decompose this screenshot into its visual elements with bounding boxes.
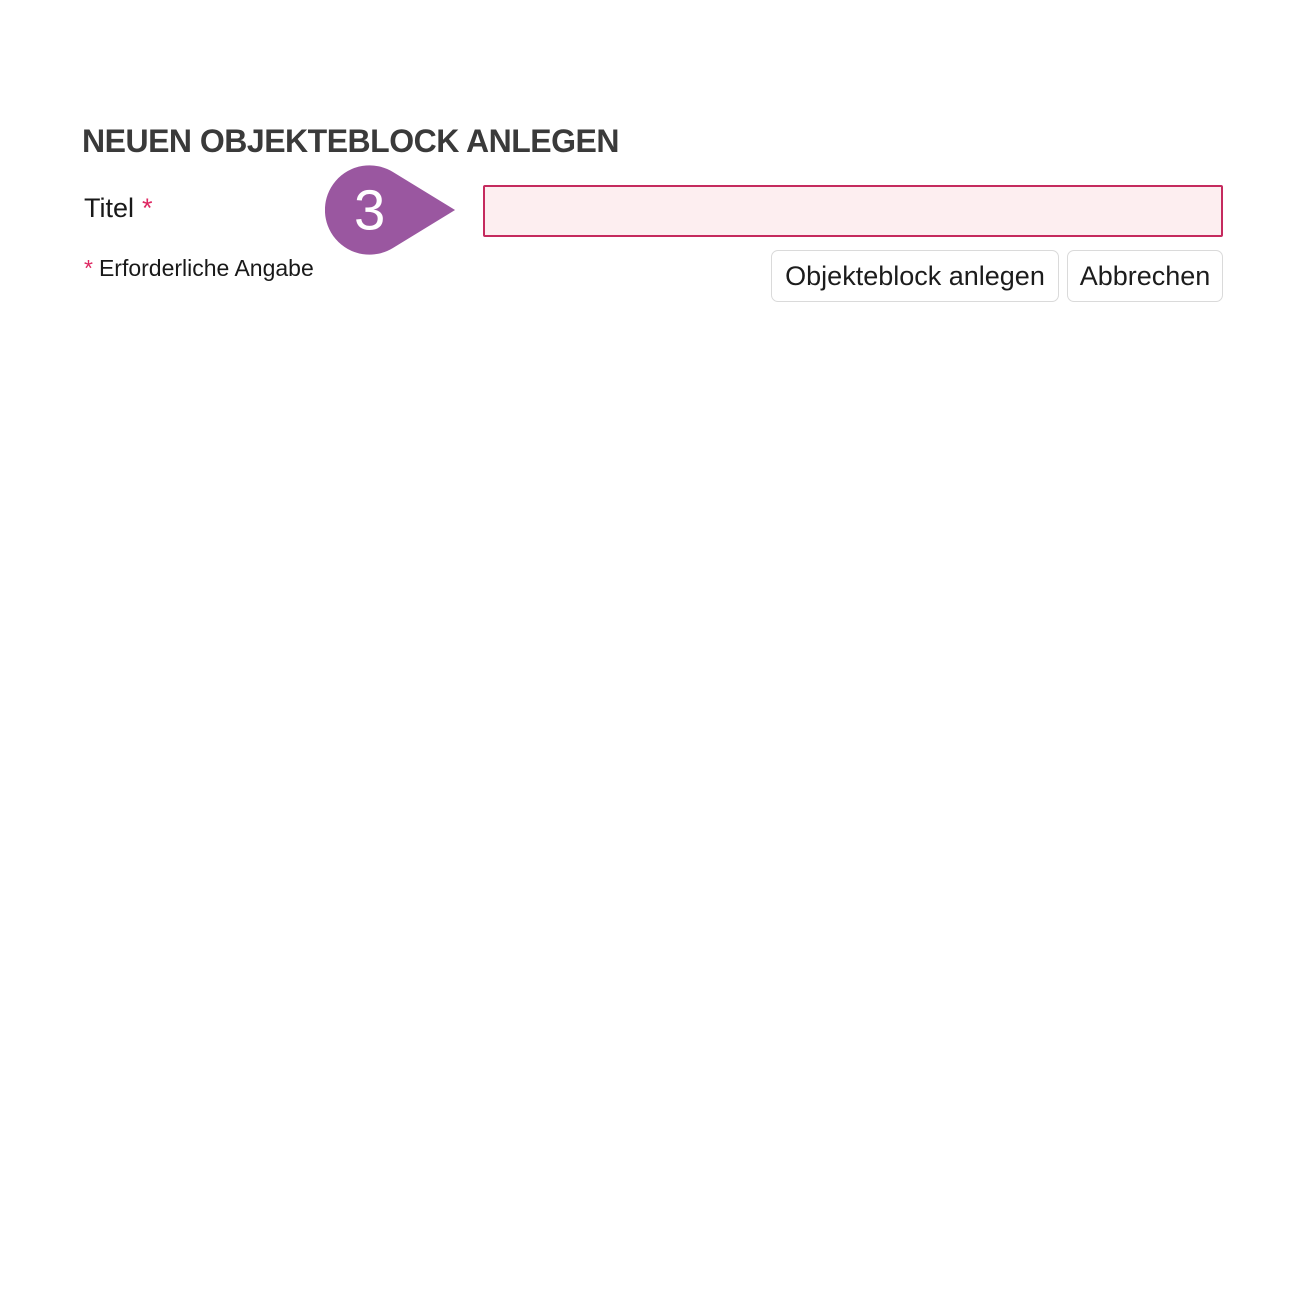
required-note-text: Erforderliche Angabe bbox=[98, 255, 314, 281]
create-objekteblock-button[interactable]: Objekteblock anlegen bbox=[771, 250, 1059, 302]
form-actions bbox=[771, 250, 1223, 302]
cancel-button[interactable]: Abbrechen bbox=[1067, 250, 1223, 302]
teardrop-pointer-icon bbox=[325, 165, 457, 255]
annotation-step-marker bbox=[325, 165, 457, 255]
title-label-text: Titel bbox=[84, 193, 135, 223]
required-asterisk: * bbox=[142, 193, 153, 223]
title-field-label bbox=[84, 192, 153, 224]
required-note-asterisk: * bbox=[84, 255, 93, 281]
step-number: 3 bbox=[353, 178, 386, 242]
required-note bbox=[84, 253, 314, 283]
page-title: NEUEN OBJEKTEBLOCK ANLEGEN bbox=[82, 123, 619, 159]
title-input[interactable] bbox=[483, 185, 1223, 237]
